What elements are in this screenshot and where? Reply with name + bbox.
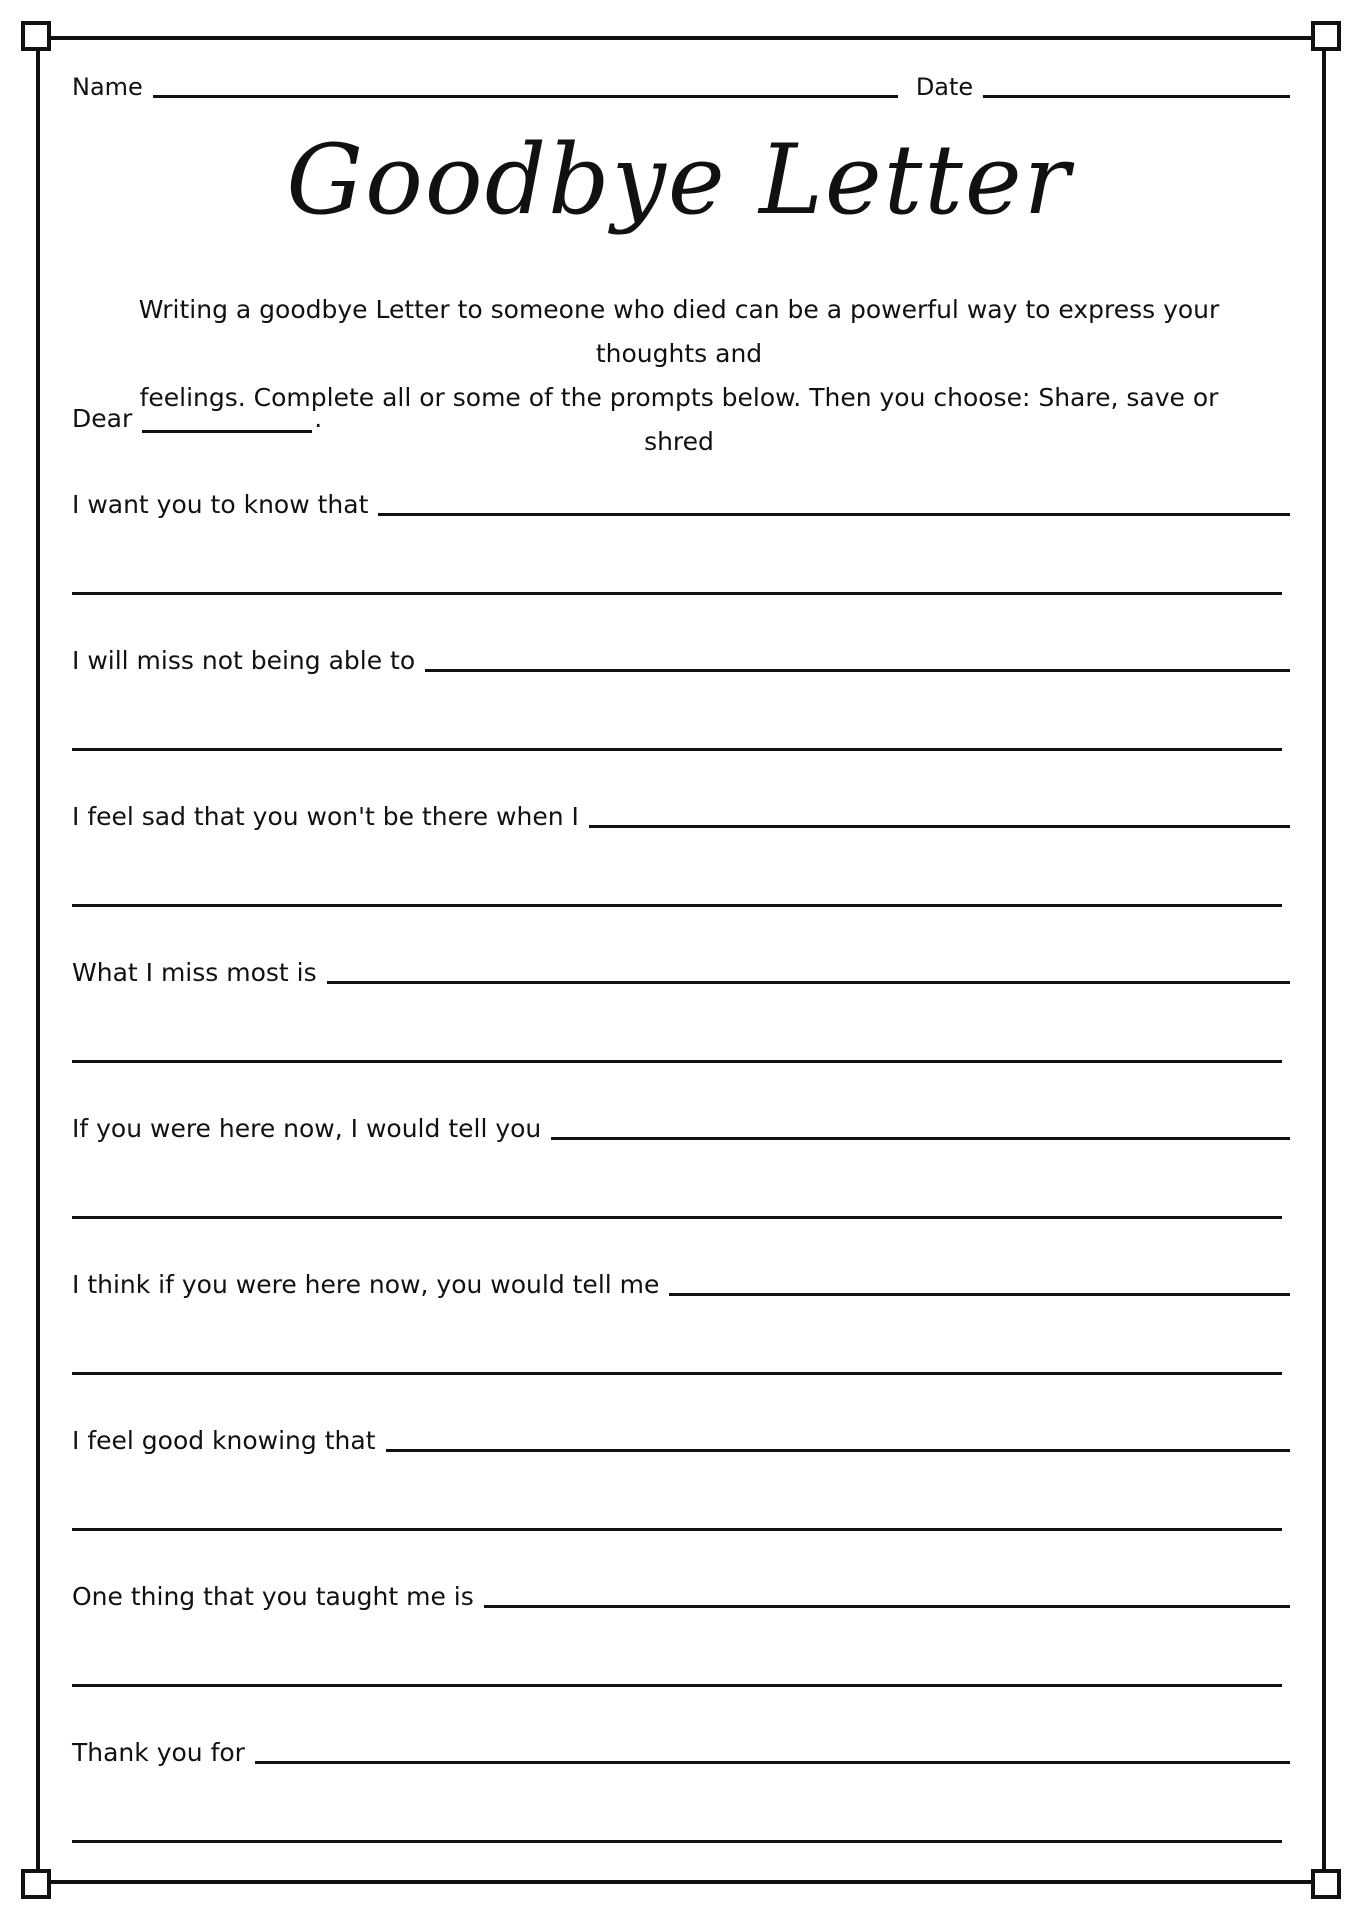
dear-row bbox=[72, 404, 322, 433]
dear-field[interactable] bbox=[142, 404, 312, 433]
prompt-item bbox=[72, 1728, 1290, 1884]
prompt-continuation-line[interactable] bbox=[72, 1528, 1282, 1531]
prompt-continuation-line[interactable] bbox=[72, 1840, 1282, 1843]
prompt-label: I feel sad that you won't be there when I bbox=[72, 802, 579, 831]
intro-line-2: feelings. Complete all or some of the prompts below. Then you choose: Share, save or shred bbox=[139, 383, 1219, 456]
date-field[interactable] bbox=[983, 67, 1290, 98]
corner-square-top-right bbox=[1311, 21, 1341, 51]
name-label: Name bbox=[72, 73, 143, 101]
corner-square-bottom-left bbox=[21, 1869, 51, 1899]
prompt-list bbox=[72, 480, 1290, 1884]
prompt-label: I think if you were here now, you would tell me bbox=[72, 1270, 660, 1299]
header-row bbox=[72, 66, 1290, 100]
corner-square-bottom-right bbox=[1311, 1869, 1341, 1899]
prompt-label: One thing that you taught me is bbox=[72, 1582, 474, 1611]
prompt-continuation-line[interactable] bbox=[72, 1060, 1282, 1063]
prompt-answer-line[interactable] bbox=[386, 1419, 1291, 1452]
intro-line-1: Writing a goodbye Letter to someone who died can be a powerful way to express your thoughts and bbox=[138, 295, 1220, 368]
dear-label: Dear bbox=[72, 404, 133, 433]
prompt-label: What I miss most is bbox=[72, 958, 317, 987]
prompt-continuation-line[interactable] bbox=[72, 1216, 1282, 1219]
prompt-label: Thank you for bbox=[72, 1738, 245, 1767]
prompt-item bbox=[72, 792, 1290, 948]
prompt-label: If you were here now, I would tell you bbox=[72, 1114, 542, 1143]
prompt-continuation-line[interactable] bbox=[72, 1684, 1282, 1687]
prompt-item bbox=[72, 1572, 1290, 1728]
corner-square-top-left bbox=[21, 21, 51, 51]
date-label: Date bbox=[915, 73, 974, 101]
prompt-answer-line[interactable] bbox=[378, 483, 1290, 516]
prompt-continuation-line[interactable] bbox=[72, 592, 1282, 595]
prompt-label: I feel good knowing that bbox=[72, 1426, 376, 1455]
prompt-label: I want you to know that bbox=[72, 490, 369, 519]
intro-text bbox=[110, 288, 1248, 464]
prompt-item bbox=[72, 480, 1290, 636]
prompt-answer-line[interactable] bbox=[484, 1575, 1290, 1608]
name-field[interactable] bbox=[153, 67, 898, 98]
dear-period: . bbox=[314, 404, 323, 433]
prompt-answer-line[interactable] bbox=[669, 1263, 1290, 1296]
prompt-continuation-line[interactable] bbox=[72, 748, 1282, 751]
prompt-continuation-line[interactable] bbox=[72, 904, 1282, 907]
prompt-answer-line[interactable] bbox=[589, 795, 1290, 828]
prompt-label: I will miss not being able to bbox=[72, 646, 416, 675]
prompt-item bbox=[72, 1416, 1290, 1572]
prompt-item bbox=[72, 1104, 1290, 1260]
prompt-answer-line[interactable] bbox=[425, 639, 1290, 672]
prompt-answer-line[interactable] bbox=[551, 1107, 1290, 1140]
prompt-continuation-line[interactable] bbox=[72, 1372, 1282, 1375]
page-title: Goodbye Letter bbox=[286, 124, 1072, 236]
prompt-item bbox=[72, 1260, 1290, 1416]
prompt-answer-line[interactable] bbox=[255, 1731, 1290, 1764]
prompt-item bbox=[72, 636, 1290, 792]
prompt-answer-line[interactable] bbox=[327, 951, 1290, 984]
prompt-item bbox=[72, 948, 1290, 1104]
